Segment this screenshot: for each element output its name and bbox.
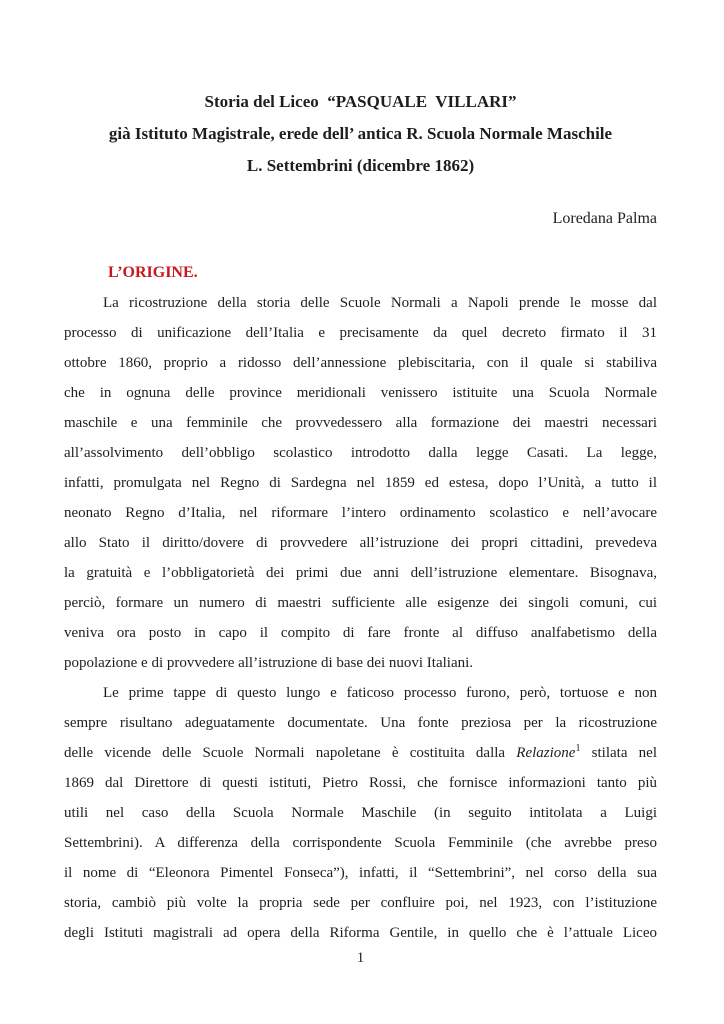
text-line: la gratuità e l’obbligatorietà dei primi due anni dell’istruzione elementare. Bisognava, xyxy=(64,565,657,581)
text-line: Le prime tappe di questo lungo e faticoso processo furono, però, tortuose e non xyxy=(103,685,657,701)
text-line: ottobre 1860, proprio a ridosso dell’annessione plebiscitaria, con il quale si stabiliva xyxy=(64,355,657,371)
section-heading: L’ORIGINE. xyxy=(108,264,198,281)
text-line: veniva ora posto in capo il compito di fare fronte al diffuso analfabetismo della xyxy=(64,625,657,641)
text-line: infatti, promulgata nel Regno di Sardegna nel 1859 ed estesa, dopo l’Unità, a tutto il xyxy=(64,475,657,491)
text-line: utili nel caso della Scuola Normale Maschile (in seguito intitolata a Luigi xyxy=(64,805,657,821)
author-name: Loredana Palma xyxy=(552,210,657,227)
body-paragraphs xyxy=(64,288,657,948)
text-line: allo Stato il diritto/dovere di provvedere all’istruzione dei propri cittadini, prevedeva xyxy=(64,535,657,551)
text-line: 1869 dal Direttore di questi istituti, Pietro Rossi, che fornisce informazioni tanto più xyxy=(64,775,657,791)
text-line: che in ognuna delle province meridionali venissero istituite una Scuola Normale xyxy=(64,385,657,401)
title-line-3: L. Settembrini (dicembre 1862) xyxy=(246,156,475,175)
text-line: processo di unificazione dell’Italia e precisamente da quel decreto firmato il 31 xyxy=(64,325,657,341)
text-line: all’assolvimento dell’obbligo scolastico introdotto dalla legge Casati. La legge, xyxy=(64,445,657,461)
text-line: neonato Regno d’Italia, nel riformare l’intero ordinamento scolastico e nell’avocare xyxy=(64,505,657,521)
title-line-2: già Istituto Magistrale, erede dell’ antica R. Scuola Normale Maschile xyxy=(108,124,613,143)
page-number: 1 xyxy=(356,950,365,966)
text-segment: delle vicende delle Scuole Normali napoletane è costituita dalla xyxy=(64,745,517,761)
text-line: degli Istituti magistrali ad opera della Riforma Gentile, in quello che è l’attuale Liceo xyxy=(64,925,657,941)
paragraph xyxy=(64,288,657,678)
text-line: Settembrini). A differenza della corrispondente Scuola Femminile (che avrebbe preso xyxy=(64,835,657,851)
document-title xyxy=(64,86,657,182)
text-line: sempre risultano adeguatamente documentate. Una fonte preziosa per la ricostruzione xyxy=(64,715,657,731)
text-line: popolazione e di provvedere all’istruzione di base dei nuovi Italiani. xyxy=(64,655,474,671)
text-line: perciò, formare un numero di maestri sufficiente alle esigenze dei singoli comuni, cui xyxy=(64,595,657,611)
footnote-ref: 1 xyxy=(575,743,581,754)
text-line: maschile e una femminile che provvedessero alla formazione dei maestri necessari xyxy=(64,415,657,431)
text-line: La ricostruzione della storia delle Scuole Normali a Napoli prende le mosse dal xyxy=(103,295,657,311)
text-segment: stilata nel xyxy=(580,745,657,761)
text-segment: Relazione xyxy=(516,745,576,761)
paragraph xyxy=(64,678,657,948)
title-line-1: Storia del Liceo “PASQUALE VILLARI” xyxy=(204,92,517,111)
text-line xyxy=(64,738,657,768)
text-line: il nome di “Eleonora Pimentel Fonseca”), infatti, il “Settembrini”, nel corso della sua xyxy=(64,865,657,881)
text-line: storia, cambiò più volte la propria sede per confluire poi, nel 1923, con l’istituzione xyxy=(64,895,657,911)
